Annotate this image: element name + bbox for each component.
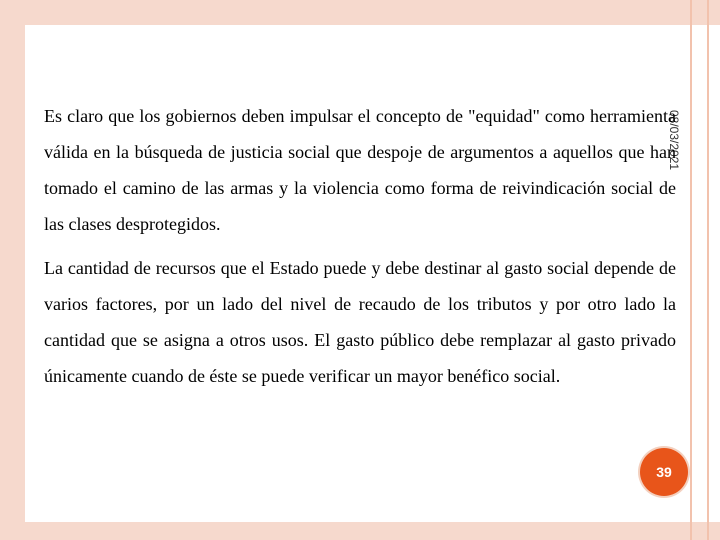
slide-date: 08/03/2021 bbox=[667, 110, 681, 171]
paragraph-gasto-social: La cantidad de recursos que el Estado puede y debe destinar al gasto social depende de varios factores, por un lado del nivel de recaudo de los tributos y por otro lado la cantidad que se asigna a otros usos. El gasto público debe remplazar al gasto privado únicamente cuando de éste se puede verificar un mayor benéfico social. bbox=[44, 258, 676, 386]
page-number-badge: 39 bbox=[640, 448, 688, 496]
slide-body bbox=[44, 98, 676, 394]
frame-right-line-outer bbox=[707, 0, 709, 540]
frame-top-border bbox=[0, 0, 720, 25]
paragraph-equidad: Es claro que los gobiernos deben impulsar el concepto de "equidad" como herramienta válida en la búsqueda de justicia social que despoje de argumentos a aquellos que han tomado el camino de las armas y la violencia como forma de reivindicación social de las clases desprotegidos. bbox=[44, 106, 676, 234]
frame-right-line-inner bbox=[690, 0, 692, 540]
frame-left-border bbox=[0, 0, 25, 540]
frame-bottom-border bbox=[0, 522, 720, 540]
